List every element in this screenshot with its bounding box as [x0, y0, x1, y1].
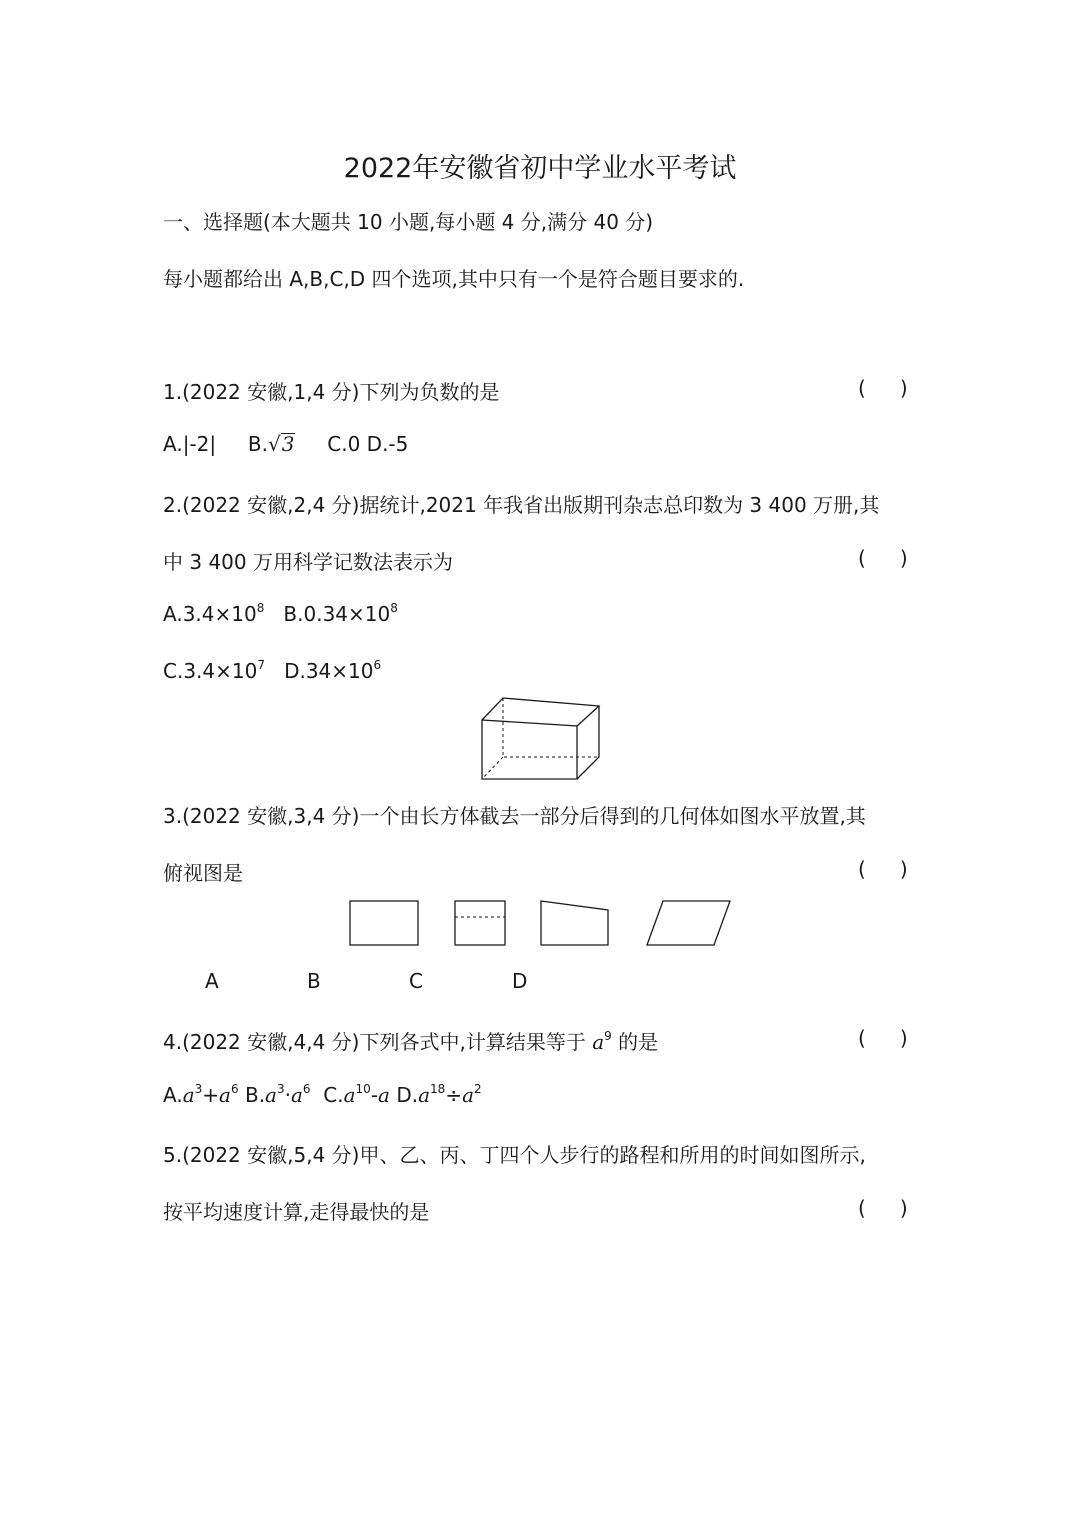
q1-option-d: D.-5	[366, 432, 409, 456]
q4-option-c-var2: a	[378, 1083, 390, 1107]
q3-figure-a	[350, 901, 418, 945]
q3-stem-line2: 俯视图是	[163, 861, 243, 885]
q2-option-d	[284, 659, 381, 683]
section-instruction: 每小题都给出 A,B,C,D 四个选项,其中只有一个是符合题目要求的.	[163, 267, 745, 291]
q3-label-d: D	[512, 969, 528, 993]
q4-option-b-operator: ·	[284, 1083, 291, 1107]
left-paren: (	[858, 376, 866, 400]
q5-stem-line1: 5.(2022 安徽,5,4 分)甲、乙、丙、丁四个人步行的路程和所用的时间如图所示,	[163, 1143, 866, 1167]
q4-stem-exponent: 9	[604, 1029, 612, 1043]
q2-option-c-exponent: 7	[257, 658, 265, 672]
q4-option-b-var2: a	[290, 1083, 303, 1107]
q2-answer-blank	[858, 546, 908, 570]
q4-option-b-prefix: B.	[244, 1083, 266, 1107]
q2-option-d-exponent: 6	[373, 658, 382, 672]
q4-option-a	[163, 1083, 239, 1107]
q4-option-d-exp2: 2	[474, 1082, 482, 1096]
q1-option-c: C.0	[327, 432, 361, 456]
q2-option-a-exponent: 8	[256, 601, 265, 615]
solid-right-face	[577, 706, 599, 779]
q3-label-a: A	[205, 969, 219, 993]
q2-option-a	[163, 602, 264, 626]
q4-option-a-prefix: A.	[163, 1083, 183, 1107]
q4-option-d-var2: a	[462, 1083, 475, 1107]
q3-figure-b	[455, 901, 505, 945]
q4-option-d	[396, 1083, 481, 1107]
q4-options	[163, 1083, 482, 1107]
q4-option-b-exp1: 3	[276, 1082, 285, 1096]
q2-option-c	[163, 659, 265, 683]
q1-option-b-prefix: B.	[247, 432, 268, 456]
left-paren: (	[858, 1026, 866, 1050]
q4-option-b-exp2: 6	[302, 1082, 311, 1096]
page-title: 2022年安徽省初中学业水平考试	[343, 153, 737, 184]
q5-answer-blank	[858, 1196, 908, 1220]
q1-options	[163, 432, 408, 456]
q5-stem-line2: 按平均速度计算,走得最快的是	[163, 1200, 430, 1224]
q1-answer-blank	[858, 376, 908, 400]
left-paren: (	[858, 1196, 866, 1220]
solid-hidden-edges	[503, 698, 599, 757]
q2-option-b-exponent: 8	[390, 601, 398, 615]
q4-option-b	[245, 1083, 311, 1107]
q4-option-c-var1: a	[343, 1083, 356, 1107]
q4-option-a-var1: a	[182, 1083, 195, 1107]
right-paren: )	[899, 857, 908, 881]
section-heading: 一、选择题(本大题共 10 小题,每小题 4 分,满分 40 分)	[163, 210, 654, 234]
left-paren: (	[858, 857, 866, 881]
right-paren: )	[899, 376, 908, 400]
q4-option-c-exp1: 10	[355, 1082, 371, 1096]
q1-option-b	[248, 432, 296, 456]
solid-top-face	[482, 698, 599, 726]
q4-option-d-exp1: 18	[430, 1082, 446, 1096]
q1-stem: 1.(2022 安徽,1,4 分)下列为负数的是	[163, 380, 500, 404]
radicand: 3	[281, 432, 295, 456]
q2-option-b	[283, 602, 397, 626]
solid-hidden-edge-diagonal	[482, 757, 503, 779]
q4-option-d-var1: a	[418, 1083, 431, 1107]
q4-option-c-operator: -	[370, 1083, 379, 1107]
q2-option-c-base: C.3.4×10	[163, 659, 258, 683]
right-paren: )	[899, 1196, 908, 1220]
q4-stem-text: 4.(2022 安徽,4,4 分)下列各式中,计算结果等于	[163, 1030, 593, 1054]
q4-option-b-var1: a	[265, 1083, 277, 1107]
q3-solid-figure	[470, 690, 610, 790]
q2-option-d-base: D.34×10	[284, 659, 374, 683]
q4-option-a-exp2: 6	[230, 1082, 239, 1096]
q2-option-b-base: B.0.34×10	[283, 602, 391, 626]
q4-answer-blank	[858, 1026, 908, 1050]
q2-option-a-base: A.3.4×10	[163, 602, 257, 626]
q4-stem-suffix: 的是	[611, 1030, 659, 1054]
right-paren: )	[899, 1026, 908, 1050]
q4-option-a-var2: a	[219, 1083, 231, 1107]
solid-front-face	[482, 720, 577, 779]
q4-option-c	[323, 1083, 390, 1107]
q1-option-a: A.|-2|	[163, 432, 217, 456]
right-paren: )	[899, 546, 908, 570]
q3-stem-line1: 3.(2022 安徽,3,4 分)一个由长方体截去一部分后得到的几何体如图水平放置,其	[163, 804, 866, 828]
q3-label-c: C	[409, 969, 423, 993]
q4-option-d-operator: ÷	[445, 1083, 463, 1107]
q4-option-a-exp1: 3	[194, 1082, 203, 1096]
q3-figure-c	[541, 901, 608, 945]
q3-figure-d	[647, 901, 730, 945]
q4-stem-variable: a	[592, 1030, 605, 1054]
q4-option-d-prefix: D.	[396, 1083, 419, 1107]
q2-stem-line1: 2.(2022 安徽,2,4 分)据统计,2021 年我省出版期刊杂志总印数为 3 400 万册,其	[163, 493, 880, 517]
q4-stem	[163, 1026, 658, 1055]
q2-stem-line2: 中 3 400 万用科学记数法表示为	[163, 550, 453, 574]
q2-options-row1	[163, 602, 398, 626]
radical-sign: √	[267, 432, 281, 456]
q4-option-c-prefix: C.	[323, 1083, 344, 1107]
q3-answer-blank	[858, 857, 908, 881]
q2-options-row2	[163, 659, 381, 683]
q3-option-figures	[340, 893, 740, 953]
q3-label-b: B	[307, 969, 321, 993]
q4-option-a-operator: +	[202, 1083, 220, 1107]
left-paren: (	[858, 546, 866, 570]
